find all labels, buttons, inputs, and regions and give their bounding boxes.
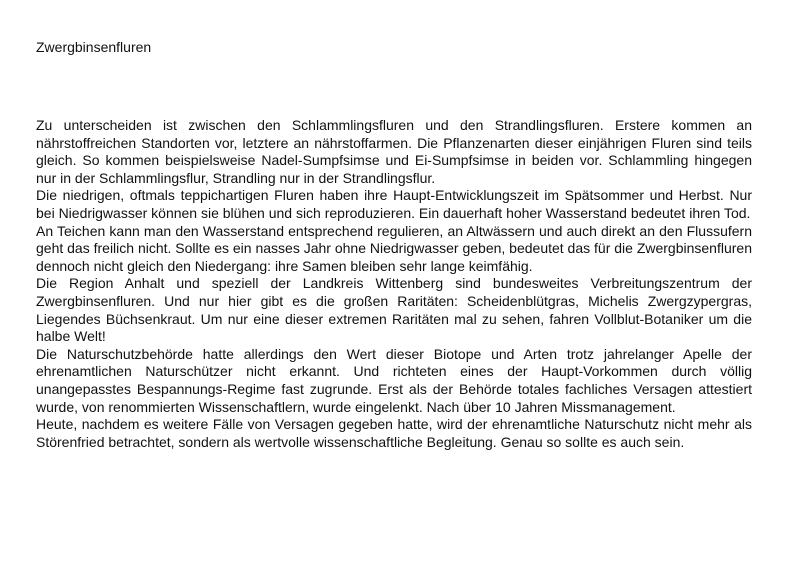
paragraph-1: Zu unterscheiden ist zwischen den Schlammlingsfluren und den Strandlingsfluren. Erstere kommen an nährstoffreichen Standorten vor, letztere an nährstoffarmen. Die Pflanzenarten dieser einjährigen Fluren sind teils gleich. So kommen beispielsweise Nadel-Sumpfsimse und Ei-Sumpfsimse in beiden vor. Schlammling hingegen nur in der Schlammlingsflur, Strandling nur in der Strandlingsflur.	[36, 117, 752, 186]
paragraph-2: Die niedrigen, oftmals teppichartigen Fluren haben ihre Haupt-Entwicklungszeit im Spätsommer und Herbst. Nur bei Niedrigwasser können sie blühen und sich reproduzieren. Ein dauerhaft hoher Wasserstand bedeutet ihren Tod.	[36, 187, 752, 221]
paragraph-3: An Teichen kann man den Wasserstand entsprechend regulieren, an Altwässern und auch direkt an den Flussufern geht das freilich nicht. Sollte es ein nasses Jahr ohne Niedrigwasser geben, bedeutet das für die Zwergbinsenfluren dennoch nicht gleich den Niedergang: ihre Samen bleiben sehr lange keimfähig.	[36, 222, 752, 274]
document-body	[36, 117, 752, 451]
paragraph-4: Die Region Anhalt und speziell der Landkreis Wittenberg sind bundesweites Verbreitungszentrum der Zwergbinsenfluren. Und nur hier gibt es die großen Raritäten: Scheidenblütgras, Michelis Zwergzypergras, Liegendes Büchsenkraut. Um nur eine dieser extremen Raritäten mal zu sehen, fahren Vollblut-Botaniker um die halbe Welt!	[36, 275, 752, 345]
document-title: Zwergbinsenfluren	[36, 39, 152, 55]
paragraph-6: Heute, nachdem es weitere Fälle von Versagen gegeben hatte, wird der ehrenamtliche Naturschutz nicht mehr als Störenfried betrachtet, sondern als wertvolle wissenschaftliche Begleitung. Genau so sollte es auch sein.	[36, 416, 752, 450]
paragraph-5: Die Naturschutzbehörde hatte allerdings den Wert dieser Biotope und Arten trotz jahrelanger Apelle der ehrenamtlichen Naturschützer nicht erkannt. Und richteten eines der Haupt-Vorkommen durch völlig unangepasstes Bespannungs-Regime fast zugrunde. Erst als der Behörde totales fachliches Versagen attestiert wurde, von renommierten Wissenschaftlern, wurde eingelenkt. Nach über 10 Jahren Missmanagement.	[36, 345, 752, 415]
